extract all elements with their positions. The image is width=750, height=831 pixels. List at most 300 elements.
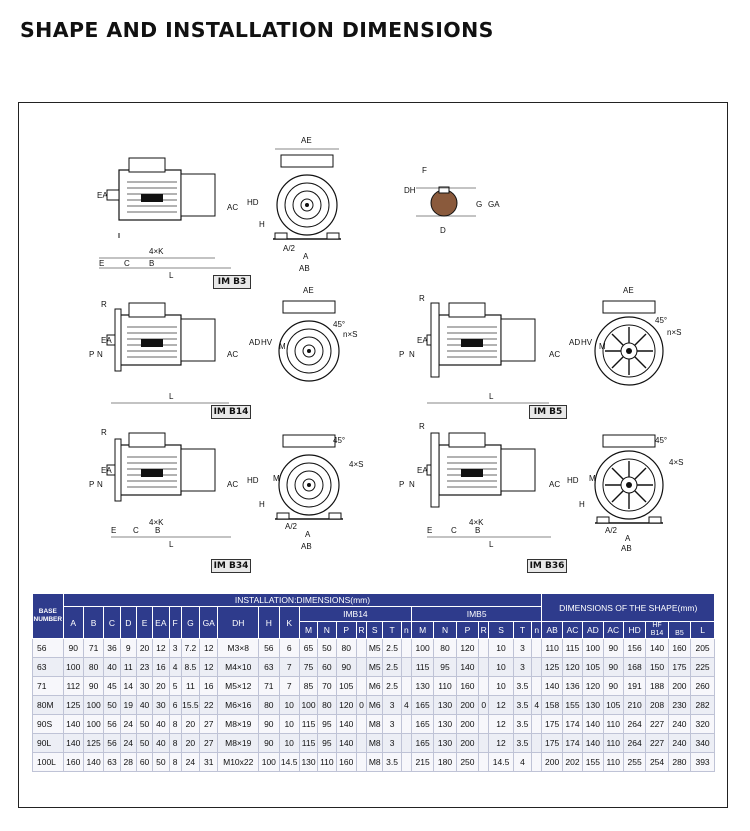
header-col-install: H [259, 607, 279, 639]
table-cell: 14 [120, 677, 136, 696]
header-imb14: IMB14 [299, 607, 411, 622]
im-b34-end-view [247, 435, 363, 551]
svg-text:R: R [101, 300, 107, 309]
table-cell: 11 [181, 677, 199, 696]
table-cell: 205 [691, 639, 715, 658]
table-cell: 63 [259, 658, 279, 677]
table-cell: 95 [318, 734, 336, 753]
table-cell [401, 715, 411, 734]
svg-text:4×S: 4×S [669, 458, 684, 467]
svg-text:n×S: n×S [667, 328, 682, 337]
svg-text:HD: HD [247, 198, 259, 207]
header-col-imb14: N [318, 622, 336, 639]
svg-text:N: N [409, 480, 415, 489]
svg-text:A: A [303, 252, 309, 261]
table-cell: 160 [668, 639, 690, 658]
svg-text:M: M [273, 474, 280, 483]
table-cell: M5 [367, 639, 383, 658]
table-cell: 125 [63, 696, 83, 715]
table-cell: 56 [104, 715, 120, 734]
table-cell: 12 [200, 639, 218, 658]
svg-text:L: L [169, 271, 174, 280]
row-base-number: 71 [33, 677, 64, 696]
table-cell: 80 [259, 696, 279, 715]
table-cell: 2.5 [383, 658, 401, 677]
table-cell: 210 [623, 696, 645, 715]
svg-text:L: L [489, 392, 494, 401]
table-cell: 140 [646, 639, 668, 658]
table-cell [479, 658, 489, 677]
table-cell: 90 [603, 639, 623, 658]
header-col-l: L [691, 622, 715, 639]
table-cell: 140 [63, 734, 83, 753]
table-cell: 155 [562, 696, 582, 715]
table-cell: 264 [623, 734, 645, 753]
svg-text:L: L [169, 392, 174, 401]
svg-text:M: M [589, 474, 596, 483]
svg-text:B: B [475, 526, 481, 535]
table-cell: 115 [299, 715, 317, 734]
table-cell: 340 [691, 734, 715, 753]
svg-text:EA: EA [101, 336, 112, 345]
table-cell: 112 [63, 677, 83, 696]
header-hf: HF [652, 622, 662, 629]
table-row [33, 639, 715, 658]
table-cell: 100 [83, 715, 103, 734]
table-cell [356, 639, 366, 658]
table-cell: 160 [63, 753, 83, 772]
table-cell: 130 [434, 696, 456, 715]
table-cell: 140 [583, 734, 603, 753]
table-cell: 110 [318, 753, 336, 772]
row-base-number: 90L [33, 734, 64, 753]
header-col-imb5: M [411, 622, 433, 639]
table-cell: 50 [318, 639, 336, 658]
table-cell: 110 [434, 677, 456, 696]
svg-text:45°: 45° [655, 436, 668, 445]
svg-text:AB: AB [301, 542, 312, 551]
row-base-number: 63 [33, 658, 64, 677]
table-cell: 20 [181, 715, 199, 734]
table-cell: 202 [562, 753, 582, 772]
header-col-install: C [104, 607, 120, 639]
svg-text:EA: EA [417, 466, 428, 475]
svg-text:AC: AC [549, 350, 561, 359]
table-cell: 3 [513, 658, 531, 677]
table-cell: 9 [120, 639, 136, 658]
table-cell: 174 [562, 715, 582, 734]
table-cell: 130 [434, 715, 456, 734]
svg-text:N: N [409, 350, 415, 359]
table-cell: 90 [603, 658, 623, 677]
svg-text:M: M [279, 342, 286, 351]
table-cell: 23 [136, 658, 152, 677]
table-cell: 140 [583, 715, 603, 734]
table-cell: 10 [279, 696, 299, 715]
table-cell: 100 [583, 639, 603, 658]
table-cell: 165 [411, 715, 433, 734]
table-cell: 28 [120, 753, 136, 772]
table-cell: 80 [83, 658, 103, 677]
table-cell: M8×19 [218, 715, 259, 734]
table-cell: 100 [411, 639, 433, 658]
table-cell: 24 [120, 734, 136, 753]
svg-text:4×K: 4×K [469, 518, 484, 527]
table-cell: 175 [668, 658, 690, 677]
table-cell: 3.5 [513, 677, 531, 696]
table-cell: 71 [83, 639, 103, 658]
table-cell: 105 [583, 658, 603, 677]
svg-text:E: E [99, 259, 105, 268]
header-col-install: GA [200, 607, 218, 639]
table-cell: 160 [456, 677, 478, 696]
table-cell: 120 [456, 639, 478, 658]
table-cell: 250 [456, 753, 478, 772]
table-cell: 36 [104, 639, 120, 658]
header-base-number: BASE NUMBER [33, 594, 64, 639]
table-cell: 75 [299, 658, 317, 677]
label-im-b34: IM B34 [211, 559, 251, 573]
header-imb5: IMB5 [411, 607, 542, 622]
label-im-b36: IM B36 [527, 559, 567, 573]
svg-text:D: D [440, 226, 446, 235]
table-cell: 3 [383, 696, 401, 715]
table-cell: 100 [259, 753, 279, 772]
table-cell: M10x22 [218, 753, 259, 772]
table-cell: 140 [456, 658, 478, 677]
header-installation: INSTALLATION:DIMENSIONS(mm) [63, 594, 542, 607]
table-cell: 90 [603, 677, 623, 696]
table-cell [356, 715, 366, 734]
table-cell: M6×16 [218, 696, 259, 715]
table-cell: 140 [336, 734, 356, 753]
table-cell [532, 715, 542, 734]
table-cell [479, 677, 489, 696]
svg-text:AC: AC [227, 480, 239, 489]
table-cell: 225 [691, 658, 715, 677]
table-cell: 95 [434, 658, 456, 677]
table-cell: 3.5 [513, 715, 531, 734]
svg-text:AE: AE [303, 286, 314, 295]
table-cell: 50 [104, 696, 120, 715]
header-col-shape: AD [583, 622, 603, 639]
table-cell: M5×12 [218, 677, 259, 696]
table-cell: 320 [691, 715, 715, 734]
table-cell: 12 [489, 715, 513, 734]
table-cell: 208 [646, 696, 668, 715]
table-cell: 27 [200, 734, 218, 753]
table-cell: 6 [169, 696, 181, 715]
table-cell: 130 [299, 753, 317, 772]
table-cell: 10 [489, 639, 513, 658]
table-cell: 24 [120, 715, 136, 734]
svg-text:H: H [579, 500, 585, 509]
header-col-imb5: R [479, 622, 489, 639]
table-cell: 50 [136, 715, 152, 734]
table-cell: 227 [646, 734, 668, 753]
table-cell: 160 [336, 753, 356, 772]
table-cell: 240 [668, 715, 690, 734]
svg-text:E: E [111, 526, 117, 535]
shaft-detail-view [404, 166, 500, 235]
table-cell: 260 [691, 677, 715, 696]
header-col-install: E [136, 607, 152, 639]
table-cell: 115 [562, 639, 582, 658]
table-cell: 10 [279, 734, 299, 753]
table-cell: 80 [336, 639, 356, 658]
table-cell: 56 [104, 734, 120, 753]
svg-text:A/2: A/2 [283, 244, 296, 253]
header-col-shape: HD [623, 622, 645, 639]
svg-text:H: H [259, 500, 265, 509]
header-col-imb14: P [336, 622, 356, 639]
table-cell: 200 [668, 677, 690, 696]
table-cell: 158 [542, 696, 562, 715]
table-cell: 200 [456, 696, 478, 715]
table-cell: 165 [411, 696, 433, 715]
table-cell: 16 [153, 658, 169, 677]
table-cell: 40 [104, 658, 120, 677]
table-cell: 3 [383, 734, 401, 753]
svg-text:B: B [149, 259, 155, 268]
svg-text:F: F [422, 166, 427, 175]
table-cell: M5 [367, 658, 383, 677]
svg-text:4×K: 4×K [149, 247, 164, 256]
table-cell: 3.5 [513, 696, 531, 715]
table-cell: 12 [200, 658, 218, 677]
table-cell: 140 [83, 753, 103, 772]
table-cell: 125 [542, 658, 562, 677]
table-cell: 156 [623, 639, 645, 658]
table-cell: 3.5 [513, 734, 531, 753]
header-col-install: B [83, 607, 103, 639]
table-cell: 105 [336, 677, 356, 696]
table-cell: 60 [318, 658, 336, 677]
table-cell: 80 [434, 639, 456, 658]
row-base-number: 56 [33, 639, 64, 658]
table-cell: 90 [259, 715, 279, 734]
table-cell: 165 [411, 734, 433, 753]
svg-text:45°: 45° [655, 316, 668, 325]
table-cell: 14.5 [279, 753, 299, 772]
header-col-imb5: S [489, 622, 513, 639]
table-cell: 125 [83, 734, 103, 753]
table-cell: 264 [623, 715, 645, 734]
page-title: SHAPE AND INSTALLATION DIMENSIONS [20, 18, 494, 42]
table-cell: 31 [200, 753, 218, 772]
table-cell: 60 [136, 753, 152, 772]
header-col-install: K [279, 607, 299, 639]
table-cell: 120 [583, 677, 603, 696]
svg-text:AD: AD [569, 338, 581, 347]
table-cell: M8 [367, 734, 383, 753]
table-cell [532, 677, 542, 696]
table-cell: 200 [456, 734, 478, 753]
table-cell: 227 [646, 715, 668, 734]
table-cell: 100 [83, 696, 103, 715]
table-row [33, 696, 715, 715]
table-cell: 20 [136, 639, 152, 658]
table-row [33, 753, 715, 772]
label-im-b3: IM B3 [213, 275, 251, 289]
table-cell: 240 [668, 734, 690, 753]
table-cell [356, 753, 366, 772]
table-cell: 50 [136, 734, 152, 753]
table-cell [479, 753, 489, 772]
svg-text:A/2: A/2 [285, 522, 298, 531]
svg-text:HV: HV [581, 338, 593, 347]
svg-text:N: N [97, 480, 103, 489]
table-cell [401, 734, 411, 753]
table-cell: 10 [489, 677, 513, 696]
svg-text:45°: 45° [333, 436, 346, 445]
header-col-imb14: R [356, 622, 366, 639]
svg-text:DH: DH [404, 186, 416, 195]
table-cell: 20 [181, 734, 199, 753]
svg-text:AB: AB [299, 264, 310, 273]
table-cell: 27 [200, 715, 218, 734]
svg-text:L: L [489, 540, 494, 549]
header-col-install: A [63, 607, 83, 639]
header-col-imb5: n [532, 622, 542, 639]
svg-text:C: C [124, 259, 130, 268]
table-cell: 90 [63, 639, 83, 658]
header-shape: DIMENSIONS OF THE SHAPE(mm) [542, 594, 715, 622]
table-cell: 393 [691, 753, 715, 772]
table-cell [401, 677, 411, 696]
svg-text:H: H [259, 220, 265, 229]
svg-text:HV: HV [261, 338, 273, 347]
table-cell: 12 [153, 639, 169, 658]
svg-text:AC: AC [549, 480, 561, 489]
table-cell [532, 639, 542, 658]
table-cell: 10 [279, 715, 299, 734]
table-cell: 24 [181, 753, 199, 772]
table-cell: 4 [401, 696, 411, 715]
table-cell: 150 [646, 658, 668, 677]
table-cell: 20 [153, 677, 169, 696]
table-cell: M3×8 [218, 639, 259, 658]
header-col-install: EA [153, 607, 169, 639]
table-cell: 0 [479, 696, 489, 715]
header-col-install: F [169, 607, 181, 639]
table-cell: 90 [259, 734, 279, 753]
svg-text:N: N [97, 350, 103, 359]
table-cell: 120 [562, 658, 582, 677]
table-cell: 105 [603, 696, 623, 715]
svg-text:P: P [89, 480, 95, 489]
header-col-imb5: N [434, 622, 456, 639]
table-cell: 191 [623, 677, 645, 696]
svg-text:A/2: A/2 [605, 526, 618, 535]
table-cell: M4×10 [218, 658, 259, 677]
table-cell: 71 [259, 677, 279, 696]
table-cell: 40 [136, 696, 152, 715]
table-cell: 115 [299, 734, 317, 753]
table-cell: 19 [120, 696, 136, 715]
svg-text:R: R [419, 422, 425, 431]
table-cell: 90 [336, 658, 356, 677]
table-cell: 11 [120, 658, 136, 677]
table-cell: 3 [383, 715, 401, 734]
table-cell: 130 [411, 677, 433, 696]
table-row [33, 658, 715, 677]
table-cell: M8×19 [218, 734, 259, 753]
im-b14-side-view [89, 300, 238, 403]
header-col-imb14: T [383, 622, 401, 639]
svg-text:R: R [101, 428, 107, 437]
header-col-hf-b14: HF B14 [646, 622, 668, 639]
table-row [33, 734, 715, 753]
svg-text:AD: AD [249, 338, 261, 347]
table-cell: 8 [169, 734, 181, 753]
table-cell: 155 [583, 753, 603, 772]
svg-text:4×K: 4×K [149, 518, 164, 527]
header-col-imb5: P [456, 622, 478, 639]
svg-text:M: M [599, 342, 606, 351]
table-cell [532, 753, 542, 772]
table-cell: 5 [169, 677, 181, 696]
table-cell [356, 677, 366, 696]
im-b14-end-view [249, 286, 357, 381]
drawings-frame [18, 102, 728, 808]
table-cell: 4 [532, 696, 542, 715]
table-cell: 115 [411, 658, 433, 677]
table-cell: 100 [63, 658, 83, 677]
header-col-imb14: M [299, 622, 317, 639]
header-col-imb5: T [513, 622, 531, 639]
table-cell: 136 [562, 677, 582, 696]
table-cell: 65 [299, 639, 317, 658]
table-cell: 6 [279, 639, 299, 658]
svg-text:A: A [625, 534, 631, 543]
table-cell: 3.5 [383, 753, 401, 772]
table-cell: 7.2 [181, 639, 199, 658]
im-b3-end-view [247, 136, 341, 273]
table-cell: 16 [200, 677, 218, 696]
table-cell: 95 [318, 715, 336, 734]
table-cell: 255 [623, 753, 645, 772]
table-cell: 100 [299, 696, 317, 715]
table-cell: M8 [367, 753, 383, 772]
svg-text:4×S: 4×S [349, 460, 364, 469]
table-cell: 174 [562, 734, 582, 753]
dimensions-table-wrap [32, 593, 715, 772]
svg-text:AC: AC [227, 203, 239, 212]
svg-text:HD: HD [247, 476, 259, 485]
table-cell: 10 [489, 658, 513, 677]
table-cell [532, 658, 542, 677]
svg-text:AB: AB [621, 544, 632, 553]
table-cell: 130 [583, 696, 603, 715]
table-cell: 0 [356, 696, 366, 715]
table-cell: 230 [668, 696, 690, 715]
svg-text:C: C [451, 526, 457, 535]
table-cell: 22 [200, 696, 218, 715]
table-cell: 110 [542, 639, 562, 658]
svg-text:P: P [89, 350, 95, 359]
table-cell: M6 [367, 696, 383, 715]
table-cell [356, 734, 366, 753]
im-b36-side-view [399, 422, 560, 549]
svg-text:AE: AE [623, 286, 634, 295]
header-col-hf-b5: B5 [668, 622, 690, 639]
svg-text:G: G [476, 200, 483, 209]
header-col-imb14: S [367, 622, 383, 639]
technical-drawings [19, 103, 727, 593]
table-cell: 8 [169, 753, 181, 772]
table-cell: 30 [153, 696, 169, 715]
